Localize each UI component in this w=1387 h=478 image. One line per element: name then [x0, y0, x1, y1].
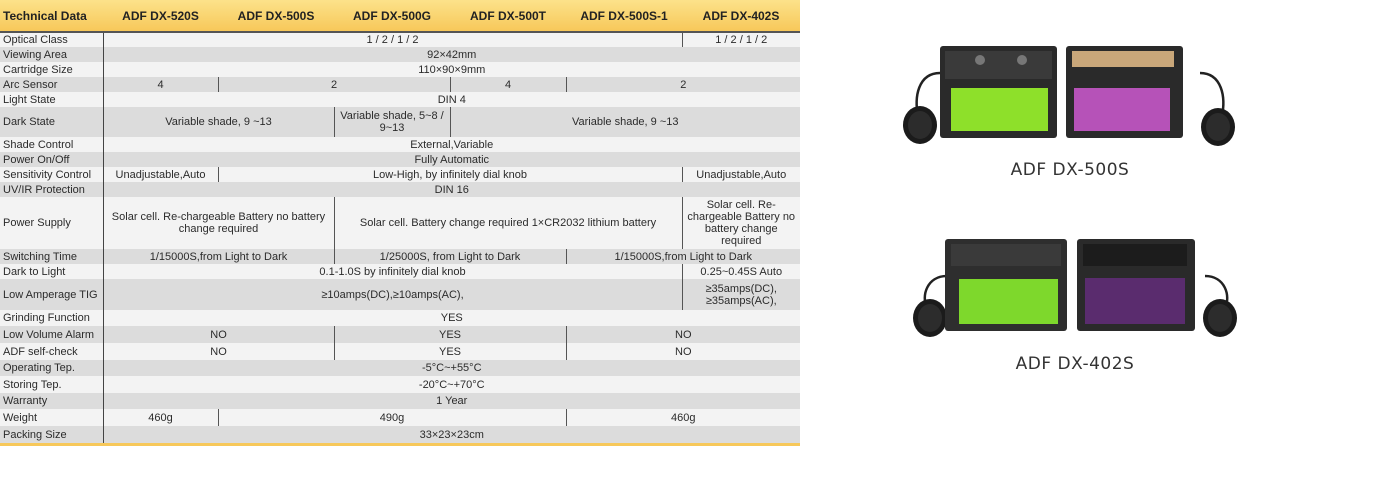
- header-model-dx-500s: ADF DX-500S: [218, 0, 334, 32]
- row-label: Packing Size: [0, 426, 103, 443]
- header-model-dx-500t: ADF DX-500T: [450, 0, 566, 32]
- table-row: [0, 426, 800, 443]
- table-cell: 0.1-1.0S by infinitely dial knob: [103, 264, 682, 279]
- row-label: Shade Control: [0, 137, 103, 152]
- table-cell: 92×42mm: [103, 47, 800, 62]
- table-row: [0, 167, 800, 182]
- header-model-dx-500s-1: ADF DX-500S-1: [566, 0, 682, 32]
- row-label: Grinding Function: [0, 310, 103, 326]
- table-cell: DIN 4: [103, 92, 800, 107]
- table-cell: 460g: [566, 409, 800, 426]
- table-cell: Unadjustable,Auto: [682, 167, 800, 182]
- table-cell: 1/15000S,from Light to Dark: [566, 249, 800, 264]
- table-cell: Solar cell. Re-chargeable Battery no battery change required: [103, 197, 334, 249]
- table-row: [0, 197, 800, 249]
- row-label: Storing Tep.: [0, 376, 103, 393]
- row-label: Warranty: [0, 393, 103, 409]
- table-cell: 460g: [103, 409, 218, 426]
- product-caption-dx-500s: ADF DX-500S: [1010, 160, 1130, 180]
- row-label: Arc Sensor: [0, 77, 103, 92]
- row-label: Power On/Off: [0, 152, 103, 167]
- front-lens-1: [951, 88, 1048, 131]
- table-body: [0, 32, 800, 443]
- table-cell: YES: [334, 326, 566, 343]
- table-cell: 2: [566, 77, 800, 92]
- row-label: UV/IR Protection: [0, 182, 103, 197]
- table-row: [0, 62, 800, 77]
- row-label: Power Supply: [0, 197, 103, 249]
- table-cell: ≥35amps(DC), ≥35amps(AC),: [682, 279, 800, 310]
- table-row: [0, 47, 800, 62]
- table-cell: NO: [103, 326, 334, 343]
- table-row: [0, 107, 800, 137]
- table-cell: 1 / 2 / 1 / 2: [682, 32, 800, 47]
- back-lens-1: [1074, 88, 1170, 131]
- table-row: [0, 182, 800, 197]
- table-row: [0, 92, 800, 107]
- row-label: Sensitivity Control: [0, 167, 103, 182]
- table-cell: 4: [450, 77, 566, 92]
- product-photo-dx-402s: [905, 236, 1245, 346]
- table-cell: Fully Automatic: [103, 152, 800, 167]
- table-row: [0, 152, 800, 167]
- table-cell: YES: [103, 310, 800, 326]
- table-row: [0, 264, 800, 279]
- table-cell: 4: [103, 77, 218, 92]
- row-label: Low Amperage TIG: [0, 279, 103, 310]
- front-lens-2: [959, 279, 1058, 324]
- row-label: Low Volume Alarm: [0, 326, 103, 343]
- table-cell: -20°C~+70°C: [103, 376, 800, 393]
- table-row: [0, 279, 800, 310]
- table-cell: 1/15000S,from Light to Dark: [103, 249, 334, 264]
- table-cell: Variable shade, 9 ~13: [450, 107, 800, 137]
- table-row: [0, 343, 800, 360]
- table-cell: NO: [103, 343, 334, 360]
- product-dx-402s: [905, 236, 1245, 386]
- row-label: Viewing Area: [0, 47, 103, 62]
- table-cell: 33×23×23cm: [103, 426, 800, 443]
- table-row: [0, 32, 800, 47]
- table-row: [0, 376, 800, 393]
- table-cell: 110×90×9mm: [103, 62, 800, 77]
- row-label: Dark to Light: [0, 264, 103, 279]
- header-model-dx-402s: ADF DX-402S: [682, 0, 800, 32]
- table-cell: ≥10amps(DC),≥10amps(AC),: [103, 279, 682, 310]
- row-label: Switching Time: [0, 249, 103, 264]
- table-cell: Solar cell. Battery change required 1×CR2032 lithium battery: [334, 197, 682, 249]
- row-label: Dark State: [0, 107, 103, 137]
- table-row: [0, 326, 800, 343]
- back-lens-2: [1085, 278, 1185, 324]
- table-row: [0, 77, 800, 92]
- header-technical-data: Technical Data: [0, 0, 103, 32]
- row-label: Cartridge Size: [0, 62, 103, 77]
- product-dx-500s: [900, 43, 1240, 193]
- table-cell: 2: [218, 77, 450, 92]
- table-cell: 0.25~0.45S Auto: [682, 264, 800, 279]
- product-caption-dx-402s: ADF DX-402S: [1015, 354, 1135, 374]
- table-row: [0, 249, 800, 264]
- table-cell: 490g: [218, 409, 566, 426]
- table-cell: DIN 16: [103, 182, 800, 197]
- table-row: [0, 409, 800, 426]
- table-cell: Variable shade, 5~8 / 9~13: [334, 107, 450, 137]
- row-label: Optical Class: [0, 32, 103, 47]
- table-cell: Low-High, by infinitely dial knob: [218, 167, 682, 182]
- table-row: [0, 310, 800, 326]
- table-cell: Variable shade, 9 ~13: [103, 107, 334, 137]
- table-footer-bar: [0, 443, 800, 446]
- table-cell: 1 / 2 / 1 / 2: [103, 32, 682, 47]
- table-cell: External,Variable: [103, 137, 800, 152]
- table-cell: Solar cell. Re-chargeable Battery no battery change required: [682, 197, 800, 249]
- table-row: [0, 393, 800, 409]
- header-model-dx-520s: ADF DX-520S: [103, 0, 218, 32]
- table-cell: -5°C~+55°C: [103, 360, 800, 376]
- table-cell: NO: [566, 326, 800, 343]
- row-label: Light State: [0, 92, 103, 107]
- table-row: [0, 137, 800, 152]
- table-header-row: [0, 0, 800, 32]
- table-cell: YES: [334, 343, 566, 360]
- row-label: Operating Tep.: [0, 360, 103, 376]
- table-cell: Unadjustable,Auto: [103, 167, 218, 182]
- header-model-dx-500g: ADF DX-500G: [334, 0, 450, 32]
- table-cell: 1/25000S, from Light to Dark: [334, 249, 566, 264]
- row-label: Weight: [0, 409, 103, 426]
- table-cell: 1 Year: [103, 393, 800, 409]
- table-cell: NO: [566, 343, 800, 360]
- table-row: [0, 360, 800, 376]
- product-photo-dx-500s: [900, 43, 1240, 153]
- row-label: ADF self-check: [0, 343, 103, 360]
